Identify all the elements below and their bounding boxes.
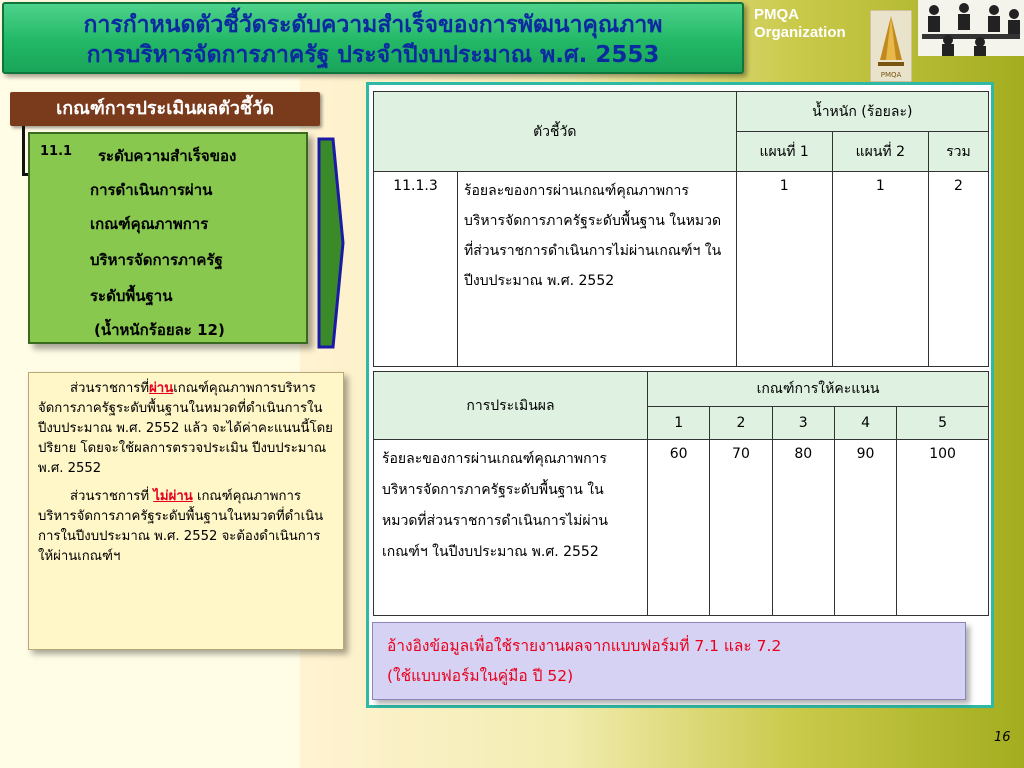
- description-fail-paragraph: [38, 487, 334, 567]
- indicator-header: ตัวชี้วัด: [374, 92, 737, 172]
- score-value-5: 100: [897, 440, 989, 616]
- plan-1-value: 1: [736, 172, 832, 367]
- reference-line-2: (ใช้แบบฟอร์มในคู่มือ ปี 52): [387, 667, 574, 685]
- indicator-code: 11.1.3: [374, 172, 458, 366]
- level-header-5: 5: [897, 407, 989, 440]
- evaluation-header: การประเมินผล: [374, 372, 648, 440]
- criteria-tab: เกณฑ์การประเมินผลตัวชี้วัด: [10, 92, 320, 126]
- indicator-line-6: (น้ำหนักร้อยละ 12): [94, 321, 225, 339]
- indicator-line-5: ระดับพื้นฐาน: [90, 287, 173, 305]
- score-value-4: 90: [834, 440, 896, 616]
- title-line-1: การกำหนดตัวชี้วัดระดับความสำเร็จของการพัฒนาคุณภาพ: [83, 12, 663, 38]
- indicator-line-4: บริหารจัดการภาครัฐ: [90, 251, 223, 269]
- reference-box: [372, 622, 966, 700]
- table-row: [374, 440, 989, 616]
- indicator-cell: [374, 172, 737, 367]
- fail-prefix: ส่วนราชการที่: [70, 489, 154, 504]
- pmqa-label-line-2: Organization: [754, 24, 846, 41]
- indicator-line-1: ระดับความสำเร็จของ: [98, 147, 237, 165]
- scoring-criteria-header: เกณฑ์การให้คะแนน: [648, 372, 989, 407]
- scoring-table: [373, 371, 989, 616]
- pass-highlight: ผ่าน: [149, 381, 174, 396]
- weight-header: น้ำหนัก (ร้อยละ): [736, 92, 988, 132]
- fail-suffix: เกณฑ์คุณภาพการบริหารจัดการภาครัฐระดับพื้นฐานในหมวดที่ดำเนินการในปีงบประมาณ พ.ศ. 2552 จะต้องดำเนินการให้ผ่านเกณฑ์ฯ: [38, 489, 324, 564]
- meeting-people-graphic: [918, 0, 1024, 56]
- evaluation-description: ร้อยละของการผ่านเกณฑ์คุณภาพการบริหารจัดการภาครัฐระดับพื้นฐาน ในหมวดที่ส่วนราชการดำเนินการไม่ผ่านเกณฑ์ฯ ในปีงบประมาณ พ.ศ. 2552: [374, 440, 648, 616]
- indicator-number: 11.1: [40, 144, 73, 159]
- svg-text:PMQA: PMQA: [880, 71, 902, 79]
- score-value-2: 70: [710, 440, 772, 616]
- page-number: 16: [994, 730, 1011, 745]
- total-value: 2: [928, 172, 988, 367]
- level-header-1: 1: [648, 407, 710, 440]
- indicator-box: [28, 132, 308, 344]
- level-header-2: 2: [710, 407, 772, 440]
- total-header: รวม: [928, 132, 988, 172]
- pmqa-label-line-1: PMQA: [754, 6, 799, 23]
- score-value-3: 80: [772, 440, 834, 616]
- level-header-4: 4: [834, 407, 896, 440]
- weights-table: [373, 91, 989, 367]
- indicator-description: ร้อยละของการผ่านเกณฑ์คุณภาพการบริหารจัดการภาครัฐระดับพื้นฐาน ในหมวดที่ส่วนราชการดำเนินการไม่ผ่านเกณฑ์ฯ ในปีงบประมาณ พ.ศ. 2552: [464, 183, 722, 289]
- slide-title: [2, 2, 744, 74]
- pass-prefix: ส่วนราชการที่: [70, 381, 150, 396]
- plan-2-value: 1: [832, 172, 928, 367]
- pmqa-logo: [870, 10, 912, 82]
- reference-line-1: อ้างอิงข้อมูลเพื่อใช้รายงานผลจากแบบฟอร์มที่ 7.1 และ 7.2: [387, 637, 782, 655]
- title-line-2: การบริหารจัดการภาครัฐ ประจำปีงบประมาณ พ.ศ. 2553: [86, 42, 660, 68]
- score-value-1: 60: [648, 440, 710, 616]
- description-box: [28, 372, 344, 650]
- fail-highlight: ไม่ผ่าน: [153, 489, 193, 504]
- pass-suffix: เกณฑ์คุณภาพการบริหารจัดการภาครัฐระดับพื้นฐานในหมวดที่ดำเนินการในปีงบประมาณ พ.ศ. 2552 แล้ว จะได้ค่าคะแนนนี้โดยปริยาย โดยจะใช้ผลการตรวจประเมิน ปีงบประมาณ พ.ศ. 2552: [38, 381, 333, 476]
- arrow-right-shape: [316, 136, 346, 350]
- plan-1-header: แผนที่ 1: [736, 132, 832, 172]
- indicator-line-2: การดำเนินการผ่าน: [90, 181, 213, 199]
- description-pass-paragraph: [38, 379, 334, 479]
- plan-2-header: แผนที่ 2: [832, 132, 928, 172]
- tables-panel: [366, 82, 994, 708]
- table-row: [374, 172, 989, 367]
- indicator-line-3: เกณฑ์คุณภาพการ: [90, 215, 209, 233]
- pmqa-organization-label: [754, 6, 846, 42]
- level-header-3: 3: [772, 407, 834, 440]
